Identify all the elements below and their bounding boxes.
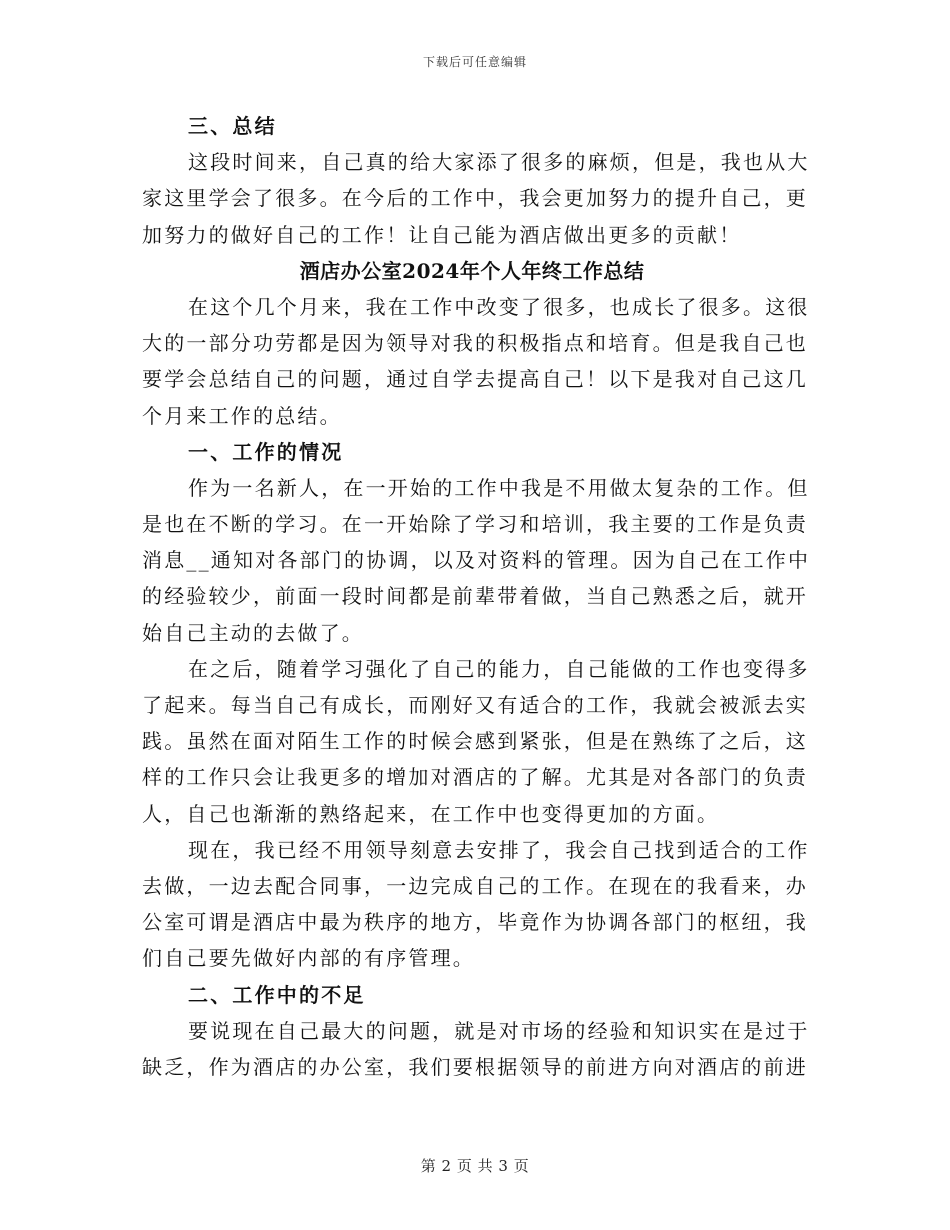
body-text-line: 始自己主动的去做了。 — [142, 620, 364, 645]
body-text-line: 家这里学会了很多。在今后的工作中，我会更加努力的提升自己，更 — [142, 186, 808, 211]
body-text-line: 在这个几个月来，我在工作中改变了很多，也成长了很多。这很 — [188, 294, 810, 319]
section-heading: 一、工作的情况 — [188, 439, 344, 464]
body-text-line: 现在，我已经不用领导刻意去安排了，我会自己找到适合的工作 — [188, 837, 810, 862]
body-text-line: 了起来。每当自己有成长，而刚好又有适合的工作，我就会被派去实 — [142, 693, 808, 717]
body-text-line: 去做，一边去配合同事，一边完成自己的工作。在现在的我看来，办 — [142, 873, 808, 898]
section-heading: 三、总结 — [188, 114, 277, 138]
body-text-line: 缺乏，作为酒店的办公室，我们要根据领导的前进方向对酒店的前进 — [142, 1054, 808, 1079]
body-text-line: 作为一名新人，在一开始的工作中我是不用做太复杂的工作。但 — [188, 475, 810, 500]
document-title: 酒店办公室2024年个人年终工作总结 — [299, 258, 645, 283]
page-indicator: 第 2 页 共 3 页 — [420, 1157, 530, 1175]
body-text-line: 要说现在自己最大的问题，就是对市场的经验和知识实在是过于 — [188, 1018, 810, 1043]
body-text-line: 践。虽然在面对陌生工作的时候会感到紧张，但是在熟练了之后，这 — [142, 729, 808, 754]
body-text-line: 人，自己也渐渐的熟络起来，在工作中也变得更加的方面。 — [142, 801, 720, 826]
section-heading: 二、工作中的不足 — [188, 982, 366, 1007]
body-text-line: 在之后，随着学习强化了自己的能力，自己能做的工作也变得多 — [188, 656, 810, 681]
body-text-line: 个月来工作的总结。 — [142, 403, 342, 428]
body-text-line: 是也在不断的学习。在一开始除了学习和培训，我主要的工作是负责 — [142, 512, 808, 537]
body-text-line: 大的一部分功劳都是因为领导对我的积极指点和培育。但是我自己也 — [142, 331, 808, 356]
body-text-line: 公室可谓是酒店中最为秩序的地方，毕竟作为协调各部门的枢纽，我 — [142, 910, 808, 935]
body-text-line: 消息__通知对各部门的协调，以及对资料的管理。因为自己在工作中 — [142, 548, 811, 573]
body-text-line: 的经验较少，前面一段时间都是前辈带着做，当自己熟悉之后，就开 — [142, 584, 808, 609]
body-text-line: 样的工作只会让我更多的增加对酒店的了解。尤其是对各部门的负责 — [142, 765, 808, 790]
body-text-line: 们自己要先做好内部的有序管理。 — [142, 946, 475, 971]
body-text-line: 这段时间来，自己真的给大家添了很多的麻烦，但是，我也从大 — [188, 150, 810, 175]
body-text-line: 要学会总结自己的问题，通过自学去提高自己！以下是我对自己这几 — [142, 367, 808, 392]
document-body — [142, 108, 811, 1085]
header-note: 下载后可任意编辑 — [422, 55, 527, 69]
body-text-line: 加努力的做好自己的工作！让自己能为酒店做出更多的贡献！ — [142, 222, 742, 247]
